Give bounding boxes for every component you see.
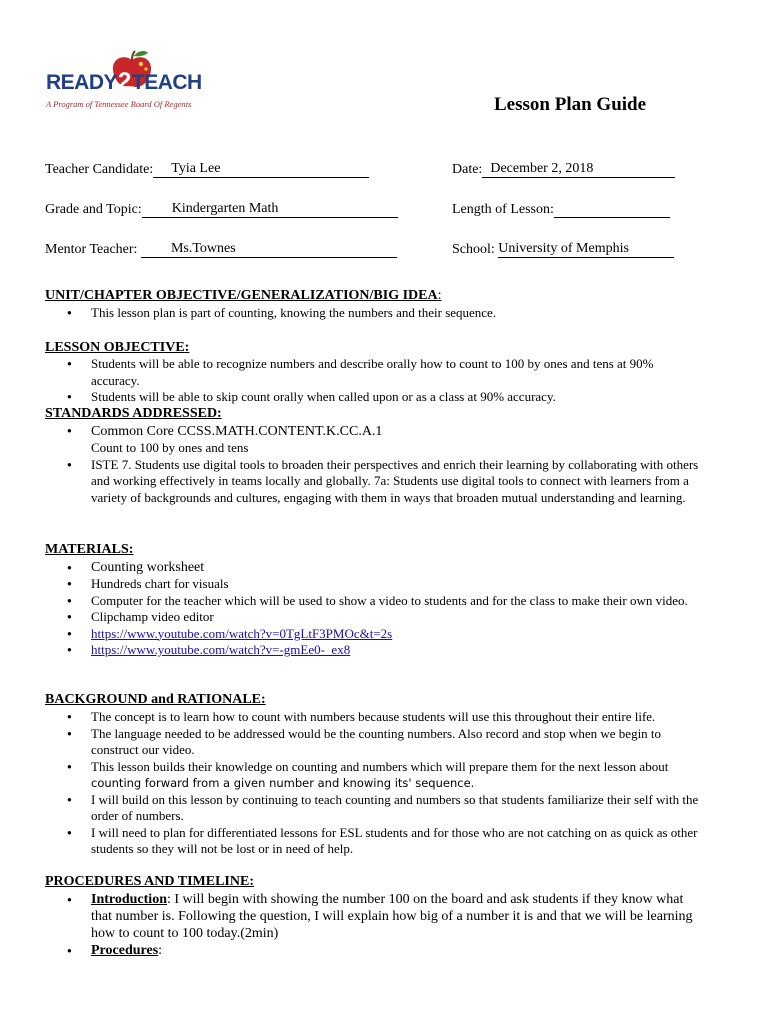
unit-objective-heading: UNIT/CHAPTER OBJECTIVE/GENERALIZATION/BIG IDEA: bbox=[45, 288, 442, 303]
list-item: ● Computer for the teacher which will be used to show a video to students and for the class to make their own video. bbox=[45, 593, 705, 610]
list-item: ● ISTE 7. Students use digital tools to broaden their perspectives and enrich their learning by collaborating with others and working effectively in teams locally and globally. 7a: Students use digital tools to connect with learners from a variety of backgrounds and cultures, engaging with them in ways that broaden mutual understanding and learning. bbox=[45, 457, 705, 507]
standards-heading: STANDARDS ADDRESSED: bbox=[45, 406, 222, 421]
school-field: School: University of Memphis bbox=[452, 241, 674, 258]
list-item: ● Introduction: I will begin with showing the number 100 on the board and ask students if they know what that number is. Following the question, I will explain how big of a number it is and that we will be learning how to count to 100 today.(2min) bbox=[45, 891, 705, 942]
youtube-link-2[interactable]: https://www.youtube.com/watch?v=-gmEe0-_ex8 bbox=[91, 642, 351, 657]
ready2teach-logo bbox=[44, 44, 202, 119]
list-item: ● Hundreds chart for visuals bbox=[45, 576, 705, 593]
list-item: ● The language needed to be addressed would be the counting numbers. Also record and stop when we begin to construct our video. bbox=[45, 726, 705, 759]
logo-wordmark: READY2TEACH bbox=[46, 68, 202, 95]
length-field: Length of Lesson: bbox=[452, 201, 670, 218]
list-item: ● Clipchamp video editor bbox=[45, 609, 705, 626]
materials-list bbox=[45, 559, 705, 659]
youtube-link-1[interactable]: https://www.youtube.com/watch?v=0TgLtF3PMOc&t=2s bbox=[91, 625, 393, 641]
list-item: ● Students will be able to recognize numbers and describe orally how to count to 100 by ones and tens at 90% accuracy. bbox=[45, 356, 705, 389]
list-item: ● Counting worksheet bbox=[45, 559, 705, 576]
logo-tagline: A Program of Tennessee Board Of Regents bbox=[46, 99, 192, 109]
list-item: ● This lesson plan is part of counting, knowing the numbers and their sequence. bbox=[45, 305, 705, 322]
procedures-list bbox=[45, 891, 705, 959]
list-item: ● The concept is to learn how to count with numbers because students will use this throughout their entire life. bbox=[45, 709, 705, 726]
list-item: ● I will build on this lesson by continuing to teach counting and numbers so that students familiarize their self with the order of numbers. bbox=[45, 792, 705, 825]
materials-heading: MATERIALS: bbox=[45, 542, 134, 557]
list-item: ● Procedures: bbox=[45, 942, 705, 959]
list-item bbox=[45, 626, 705, 643]
unit-objective-list bbox=[45, 305, 705, 322]
list-item: ● This lesson builds their knowledge on counting and numbers which will prepare them for the next lesson about counting forward from a given number and knowing its' sequence. bbox=[45, 759, 705, 792]
date-field: Date: December 2, 2018 bbox=[452, 161, 675, 178]
grade-field: Grade and Topic: Kindergarten Math bbox=[45, 201, 398, 218]
mentor-field: Mentor Teacher: Ms.Townes bbox=[45, 241, 397, 258]
list-item: ● Common Core CCSS.MATH.CONTENT.K.CC.A.1 Count to 100 by ones and tens bbox=[45, 423, 705, 457]
procedures-heading: PROCEDURES AND TIMELINE: bbox=[45, 874, 254, 889]
background-list bbox=[45, 709, 705, 858]
lesson-objective-heading: LESSON OBJECTIVE: bbox=[45, 340, 190, 355]
list-item bbox=[45, 642, 705, 659]
list-item: ● Students will be able to skip count orally when called upon or as a class at 90% accuracy. bbox=[45, 389, 705, 406]
teacher-field: Teacher Candidate: Tyia Lee bbox=[45, 161, 369, 178]
background-heading: BACKGROUND and RATIONALE: bbox=[45, 692, 266, 707]
standards-list bbox=[45, 423, 705, 506]
page-title: Lesson Plan Guide bbox=[494, 94, 647, 115]
list-item: ● I will need to plan for differentiated lessons for ESL students and for those who are not catching on as quick as other students so they will not be lost or in need of help. bbox=[45, 825, 705, 858]
lesson-objective-list bbox=[45, 356, 705, 406]
